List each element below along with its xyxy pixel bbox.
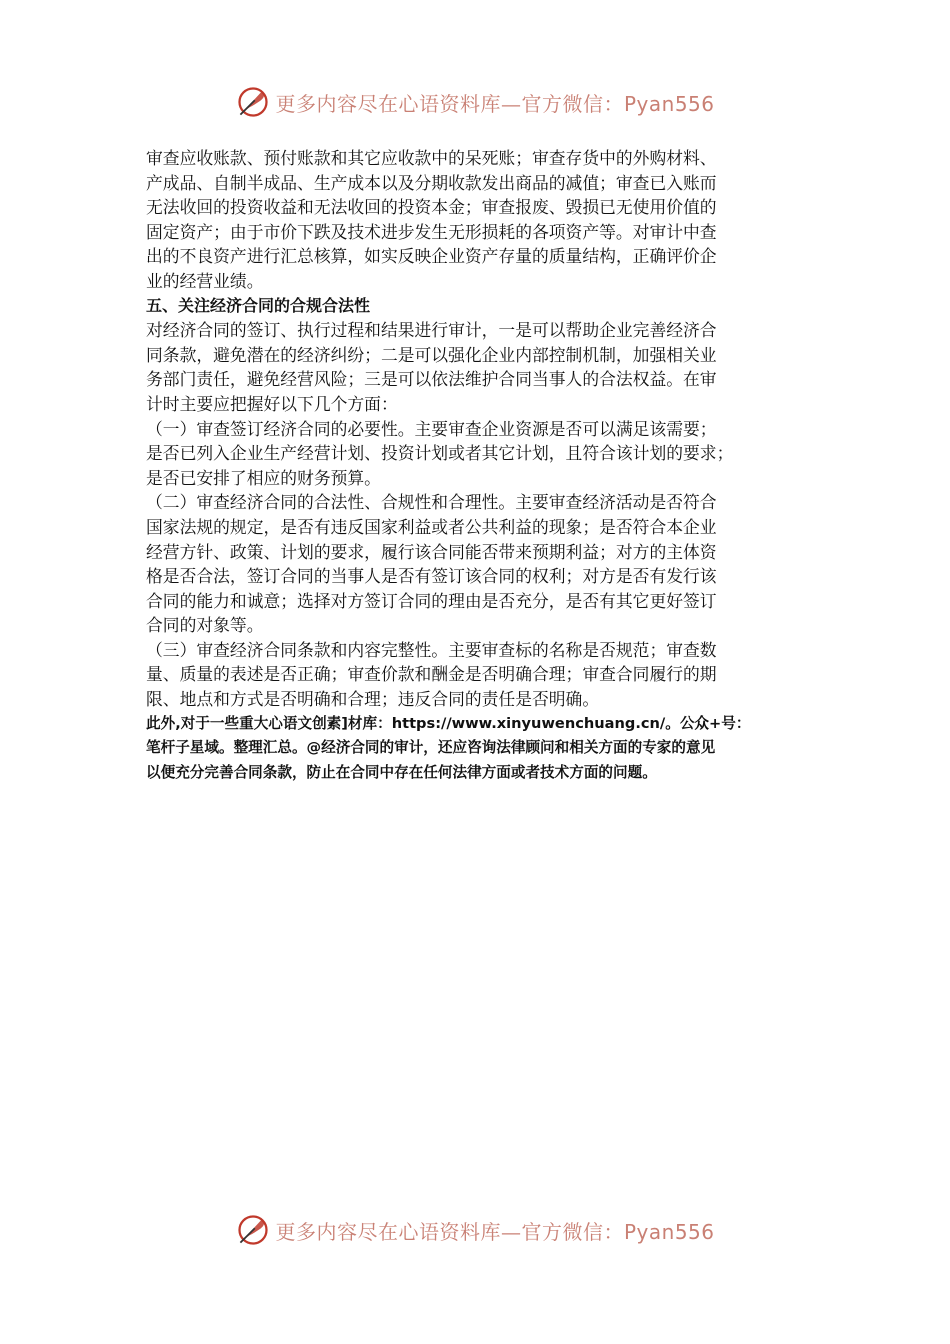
item-necessity: （一）审查签订经济合同的必要性。主要审查企业资源是否可以满足该需要； 是否已列入企业生产经营计划、投资计划或者其它计划，且符合该计划的要求； 是否已安排了相应的财务预算。 — [146, 418, 734, 488]
paragraph-bad-assets: 审查应收账款、预付账款和其它应收款中的呆死账；审查存货中的外购材料、 产成品、自制半成品、生产成本以及分期收款发出商品的减值；审查已入账而 无法收回的投资收益和无法收回的投资本金；审查报废、毁损已无使用价值的 固定资产；由于市价下跌及技术进步发生无形损耗的各项资产等。对审计中查 出的不良资产进行汇总核算，如实反映企业资产存量的质量结构，正确评价企 业的经营业绩。 — [146, 148, 717, 291]
wechat-id: Pyan556 — [623, 91, 715, 116]
item-legality: （二）审查经济合同的合法性、合规性和合理性。主要审查经济活动是否符合 国家法规的规定，是否有违反国家利益或者公共利益的现象；是否符合本企业 经营方针、政策、计划的要求，履行该合同能否带来预期利益；对方的主体资 格是否合法，签订合同的当事人是否有签订该合同的权利；对方是否有发行该 合同的能力和诚意；选择对方签订合同的理由是否充分，是否有其它更好签订 合同的对象等。 — [146, 492, 717, 636]
paragraph-contract-intro: 对经济合同的签订、执行过程和结果进行审计，一是可以帮助企业完善经济合 同条款，避免潜在的经济纠纷；二是可以强化企业内部控制机制，加强相关业 务部门责任，避免经营风险；三是可以依法维护合同当事人的合法权益。在审 计时主要应把握好以下几个方面： — [146, 320, 717, 414]
footer-banner — [0, 1208, 950, 1252]
header-banner — [0, 80, 950, 124]
banner-text: 更多内容尽在心语资料库—官方微信：Pyan556 — [275, 1219, 715, 1244]
feather-quill-logo-icon — [235, 1212, 271, 1248]
closing-paragraph: 此外,对于一些重大心语文创素]材库：https://www.xinyuwenchuang.cn/。公众+号： 笔杆子星域。整理汇总。@经济合同的审计，还应咨询法律顾问和相关方面的专家的意见 以便充分完善合同条款，防止在合同中存在任何法律方面或者技术方面的问题。 — [146, 714, 751, 781]
item-completeness: （三）审查经济合同条款和内容完整性。主要审查标的名称是否规范；审查数 量、质量的表述是否正确；审查价款和酬金是否明确合理；审查合同履行的期 限、地点和方式是否明确和合理；违反合同的责任是否明确。 — [146, 639, 717, 710]
document-body — [146, 146, 816, 785]
banner-text: 更多内容尽在心语资料库—官方微信：Pyan556 — [275, 91, 715, 116]
section-heading-5: 五、关注经济合同的合规合法性 — [146, 295, 371, 315]
feather-quill-logo-icon — [235, 84, 271, 120]
wechat-id: Pyan556 — [623, 1219, 715, 1244]
